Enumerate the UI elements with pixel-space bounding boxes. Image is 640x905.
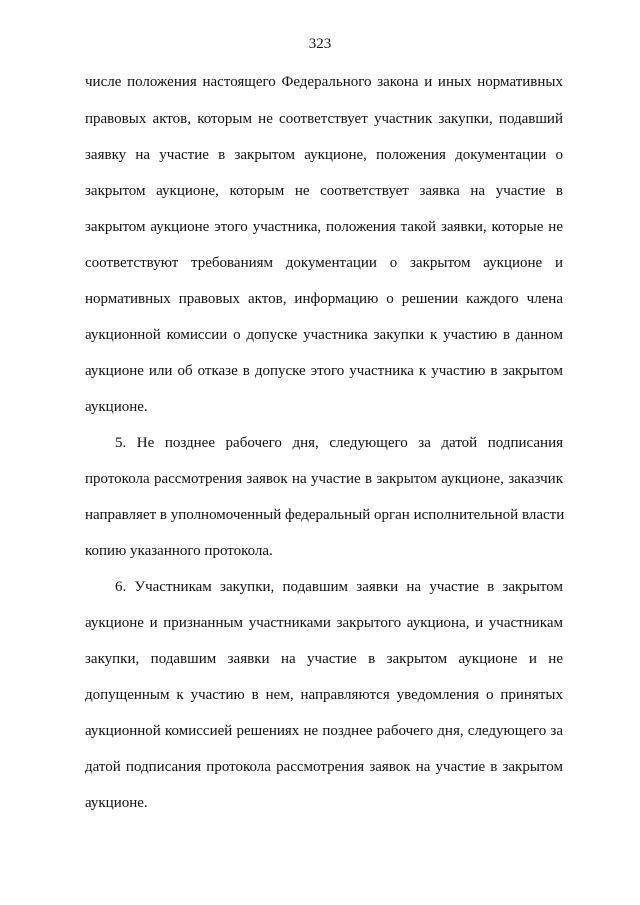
text-line: аукционе или об отказе в допуске этого участника к участию в закрытом xyxy=(85,363,563,379)
text-line: нормативных правовых актов, информацию о решении каждого члена xyxy=(85,291,563,307)
text-line: аукционной комиссии о допуске участника закупки к участию в данном xyxy=(85,327,563,343)
text-line: 6. Участникам закупки, подавшим заявки на участие в закрытом xyxy=(115,579,563,595)
text-line: закрытом аукционе, которым не соответствует заявка на участие в xyxy=(85,183,563,199)
text-line: аукционной комиссией решениях не позднее рабочего дня, следующего за xyxy=(85,723,563,739)
page-number: 323 xyxy=(308,36,332,52)
text-line: соответствуют требованиям документации о закрытом аукционе и xyxy=(85,255,563,271)
text-line: допущенным к участию в нем, направляются уведомления о принятых xyxy=(85,687,563,703)
text-line: аукционе. xyxy=(85,399,148,415)
text-line: аукционе и признанным участниками закрытого аукциона, и участникам xyxy=(85,615,563,631)
text-line: копию указанного протокола. xyxy=(85,543,273,559)
text-line: направляет в уполномоченный федеральный орган исполнительной власти xyxy=(85,507,565,523)
text-line: числе положения настоящего Федерального закона и иных нормативных xyxy=(85,74,563,90)
text-line: протокола рассмотрения заявок на участие в закрытом аукционе, заказчик xyxy=(85,471,563,487)
text-line: закупки, подавшим заявки на участие в закрытом аукционе и не xyxy=(85,651,563,667)
text-line: датой подписания протокола рассмотрения заявок на участие в закрытом xyxy=(85,759,563,775)
text-line: аукционе. xyxy=(85,795,148,811)
text-line: заявку на участие в закрытом аукционе, положения документации о xyxy=(85,147,563,163)
text-line: закрытом аукционе этого участника, положения такой заявки, которые не xyxy=(85,219,563,235)
text-line: правовых актов, которым не соответствует участник закупки, подавший xyxy=(85,111,563,127)
text-line: 5. Не позднее рабочего дня, следующего за датой подписания xyxy=(115,435,563,451)
